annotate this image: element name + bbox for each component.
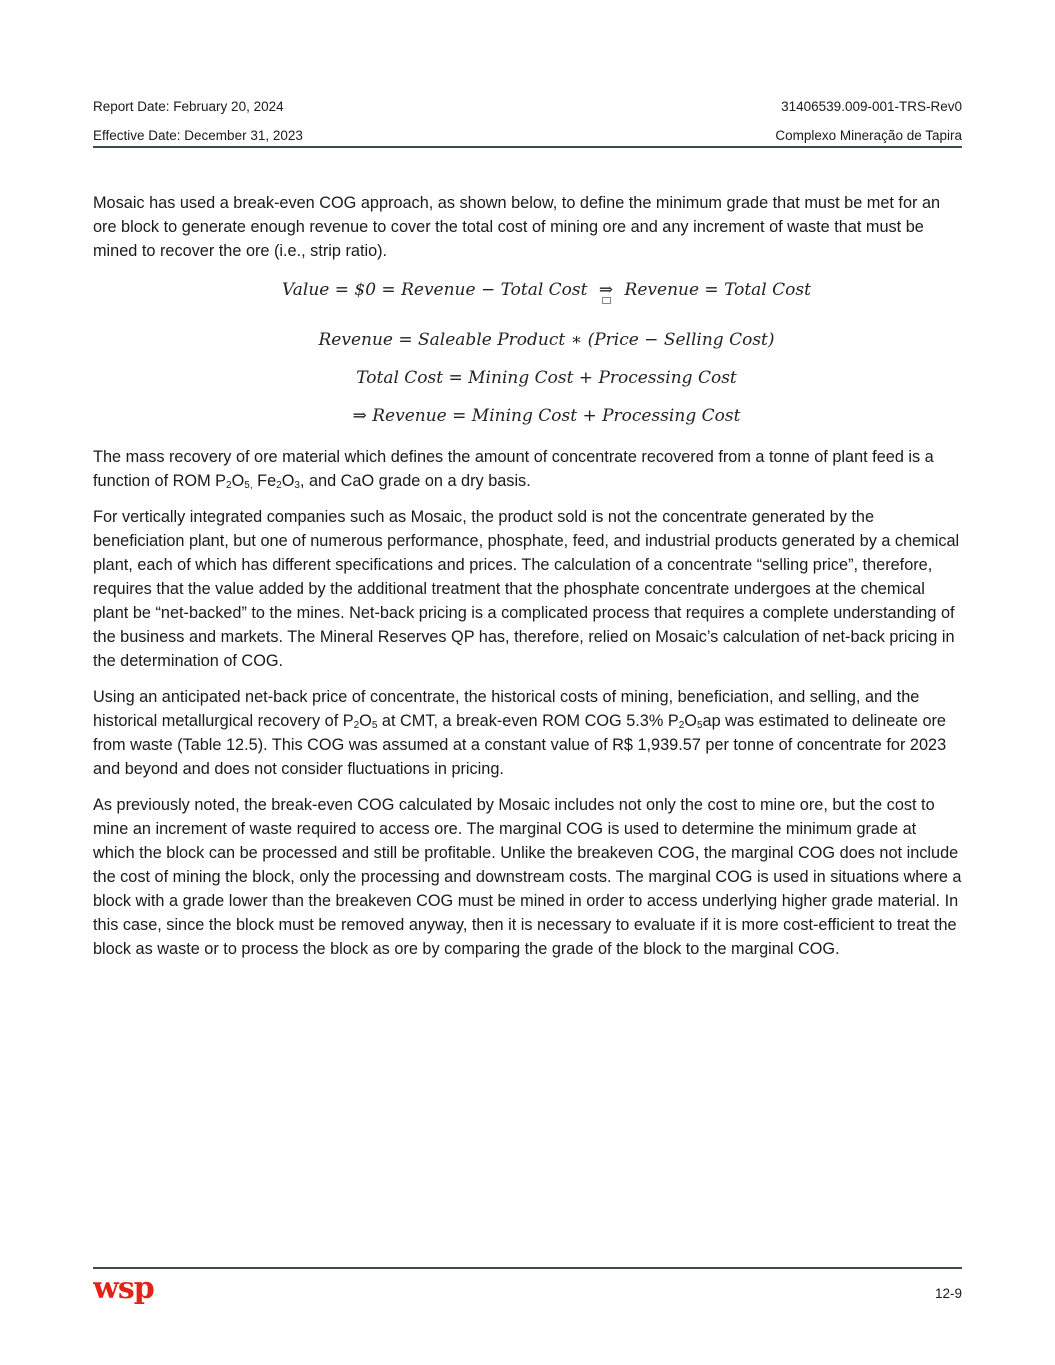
equation-revenue: Revenue = Saleable Product ∗ (Price − Selling Cost) [318, 330, 775, 350]
equation-implied-revenue [93, 397, 962, 435]
page-header [93, 92, 962, 150]
placeholder-box-icon [602, 297, 611, 304]
effective-date: Effective Date: December 31, 2023 [93, 128, 303, 143]
equation-value [93, 275, 962, 321]
equation-value-right: Revenue = Total Cost [624, 280, 811, 300]
document-number: 31406539.009-001-TRS-Rev0 [781, 99, 962, 114]
svg-text:wsp: wsp [93, 1274, 154, 1306]
page-number: 12-9 [934, 1286, 962, 1301]
report-date: Report Date: February 20, 2024 [93, 99, 284, 114]
equation-value-left: Value = $0 = Revenue − Total Cost [282, 280, 588, 300]
document-body [93, 191, 962, 973]
implies-arrow-icon: ⇒ [352, 406, 367, 426]
paragraph-mass-recovery: The mass recovery of ore material which defines the amount of concentrate recovered from a tonne of plant feed is a function of ROM $P_2O_{5,}$ $Fe_2O_3$, and CaO grade on a dry basis. [93, 448, 934, 491]
header-divider [93, 146, 962, 148]
equation-implied-revenue-text: Revenue = Mining Cost + Processing Cost [372, 406, 741, 426]
paragraph-net-back-pricing: For vertically integrated companies such as Mosaic, the product sold is not the concentrate generated by the beneficiation plant, but one of numerous performance, phosphate, feed, and industrial products generated by a chemical plant, each of which has different specifications and prices. The calculation of a concentrate “selling price”, therefore, requires that the value added by the additional treatment that the phosphate concentrate undergoes at the chemical plant be “net-backed” to the mines. Net-back pricing is a complicated process that requires a complete understanding of the business and markets. The Mineral Reserves QP has, therefore, relied on Mosaic’s calculation of net-back pricing in the determination of COG. [93, 508, 960, 670]
footer-divider [93, 1267, 962, 1269]
project-name: Complexo Mineração de Tapira [775, 128, 962, 143]
paragraph-break-even-approach: Mosaic has used a break-even COG approach, as shown below, to define the minimum grade that must be met for an ore block to generate enough revenue to cover the total cost of mining ore and any increment of waste that must be mined to recover the ore (i.e., strip ratio). [93, 194, 941, 260]
wsp-logo-icon [93, 1274, 157, 1313]
paragraph-marginal-cog: As previously noted, the break-even COG calculated by Mosaic includes not only the cost to mine ore, but the cost to mine an increment of waste required to access ore. The marginal COG is used to determine the minimum grade at which the block can be processed and still be profitable. Unlike the breakeven COG, the marginal COG does not include the cost of mining the block, only the processing and downstream costs. The marginal COG is used in situations where a block with a grade lower than the breakeven COG must be mined in order to access underlying higher grade material. In this case, since the block must be removed anyway, then it is necessary to evaluate if it is more cost-efficient to treat the block as waste or to process the block as ore by comparing the grade of the block to the marginal COG. [93, 796, 962, 958]
implies-arrow-icon: ⇒ [599, 275, 613, 305]
header-row-1 [93, 92, 962, 121]
paragraph-break-even-cog: Using an anticipated net-back price of concentrate, the historical costs of mining, beneficiation, and selling, and the historical metallurgical recovery of $P_2O_5$ at CMT, a break-even ROM COG 5.3% $P_2O_5ap$ was estimated to delineate ore from waste (Table 12.5). This COG was assumed at a constant value of R$ 1,939.57 per tonne of concentrate for 2023 and beyond and does not consider fluctuations in pricing. [93, 688, 947, 778]
equation-block [93, 275, 962, 435]
equation-total-cost: Total Cost = Mining Cost + Processing Cost [356, 368, 737, 388]
